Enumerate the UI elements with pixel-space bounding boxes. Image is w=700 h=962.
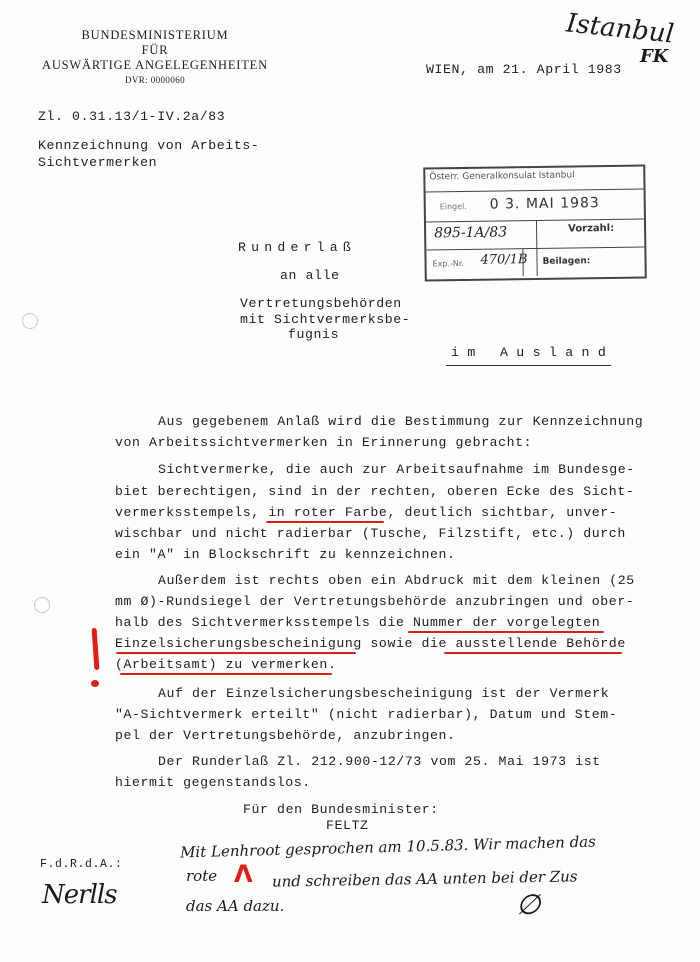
date-line: WIEN, am 21. April 1983 xyxy=(426,62,622,77)
letterhead-line1: BUNDESMINISTERIUM xyxy=(81,28,229,42)
punch-hole-bottom xyxy=(34,597,50,613)
addressee-line1: an alle xyxy=(280,268,340,283)
p1-line1: Aus gegebenem Anlaß wird die Bestimmung zur Kennzeichnung xyxy=(158,414,644,429)
red-a-icon: Λ xyxy=(234,860,253,888)
fdrda-label: F.d.R.d.A.: xyxy=(40,858,123,871)
stamp-exp-number: 470/1B xyxy=(480,252,528,268)
p2-line5: ein "A" in Blockschrift zu kennzeichnen. xyxy=(115,547,456,562)
handwritten-initials: FK xyxy=(640,46,669,67)
p2-line2: biet berechtigen, sind in der rechten, oberen Ecke des Sicht- xyxy=(115,484,635,499)
p5-line2: hiermit gegenstandslos. xyxy=(115,775,311,790)
signature-name: FELTZ xyxy=(326,818,369,833)
p5-line1: Der Runderlaß Zl. 212.900-12/73 vom 25. Mai 1973 ist xyxy=(158,754,601,769)
underline-in-roter-farbe xyxy=(266,521,384,523)
p1-line2: von Arbeitssichtvermerken in Erinnerung gebracht: xyxy=(115,435,533,450)
p4-line1: Auf der Einzelsicherungsbescheinigung ist der Vermerk xyxy=(158,686,610,701)
handwritten-signature: Nerlls xyxy=(42,880,117,910)
letterhead-dvr: DVR: 0000060 xyxy=(124,75,186,85)
addressee-abroad: im Ausland xyxy=(451,345,615,360)
letterhead-line3: AUSWÄRTIGE ANGELEGENHEITEN xyxy=(42,58,268,72)
document-title: Runderlaß xyxy=(238,240,357,255)
stamp-eingel-label: Eingel. xyxy=(439,201,467,212)
p2-line4: wischbar und nicht radierbar (Tusche, Filzstift, etc.) durch xyxy=(115,526,626,541)
p3-line5: (Arbeitsamt) zu vermerken. xyxy=(115,657,337,672)
underline-arbeitsamt xyxy=(120,673,332,675)
incoming-stamp xyxy=(423,164,647,281)
punch-hole-top xyxy=(22,313,38,329)
handnote-line3: das AA dazu. xyxy=(186,897,285,915)
p4-line2: "A-Sichtvermerk erteilt" (nicht radierbar), Datum und Stem- xyxy=(115,707,618,722)
stamp-beilagen-label: Beilagen: xyxy=(542,256,591,267)
addressee-line2: Vertretungsbehörden xyxy=(240,296,402,311)
signature-for: Für den Bundesminister: xyxy=(243,802,439,817)
letterhead xyxy=(40,28,270,88)
stamp-exp-label: Exp.-Nr. xyxy=(432,258,465,269)
p3-line4: Einzelsicherungsbescheinigung sowie die ausstellende Behörde xyxy=(115,636,626,651)
handwritten-paraph-icon: ∅ xyxy=(516,888,541,921)
addressee-line3: mit Sichtvermerksbe- xyxy=(240,312,411,327)
letterhead-line2: FÜR xyxy=(141,43,169,57)
p2-line1: Sichtvermerke, die auch zur Arbeitsaufnahme im Bundesge- xyxy=(158,462,635,477)
stamp-header: Österr. Generalkonsulat Istanbul xyxy=(429,170,575,183)
underline-ausstellende-behoerde xyxy=(444,652,622,654)
p2-line3: vermerksstempels, in roter Farbe, deutlich sichtbar, unver- xyxy=(115,505,618,520)
underline-nummer xyxy=(408,631,604,633)
handwritten-city: Istanbul xyxy=(564,8,676,50)
abroad-underline xyxy=(446,365,611,366)
subject-line2: Sichtvermerken xyxy=(38,155,158,170)
stamp-date: 0 3. MAI 1983 xyxy=(489,195,600,213)
p3-line3: halb des Sichtvermerksstempels die Nummer der vorgelegten xyxy=(115,615,601,630)
p3-line1: Außerdem ist rechts oben ein Abdruck mit dem kleinen (25 xyxy=(158,573,635,588)
underline-einzelsicherung xyxy=(116,652,356,654)
red-exclamation-dot-icon xyxy=(91,680,99,687)
stamp-zahl: 895-1A/83 xyxy=(434,224,508,242)
stamp-vorzahl-label: Vorzahl: xyxy=(568,222,615,235)
handnote-line2a: rote xyxy=(186,867,218,885)
handnote-line2b: und schreiben das AA unten bei der Zus xyxy=(271,867,578,891)
p4-line3: pel der Vertretungsbehörde, anzubringen. xyxy=(115,728,456,743)
p3-line2: mm Ø)-Rundsiegel der Vertretungsbehörde anzubringen und ober- xyxy=(115,594,635,609)
addressee-line4: fugnis xyxy=(288,327,340,342)
red-exclamation-icon xyxy=(92,628,100,670)
subject-line1: Kennzeichnung von Arbeits- xyxy=(38,138,260,153)
reference-number: Zl. 0.31.13/1-IV.2a/83 xyxy=(38,109,226,124)
handnote-line1: Mit Lenhroot gesprochen am 10.5.83. Wir machen das xyxy=(179,832,597,862)
